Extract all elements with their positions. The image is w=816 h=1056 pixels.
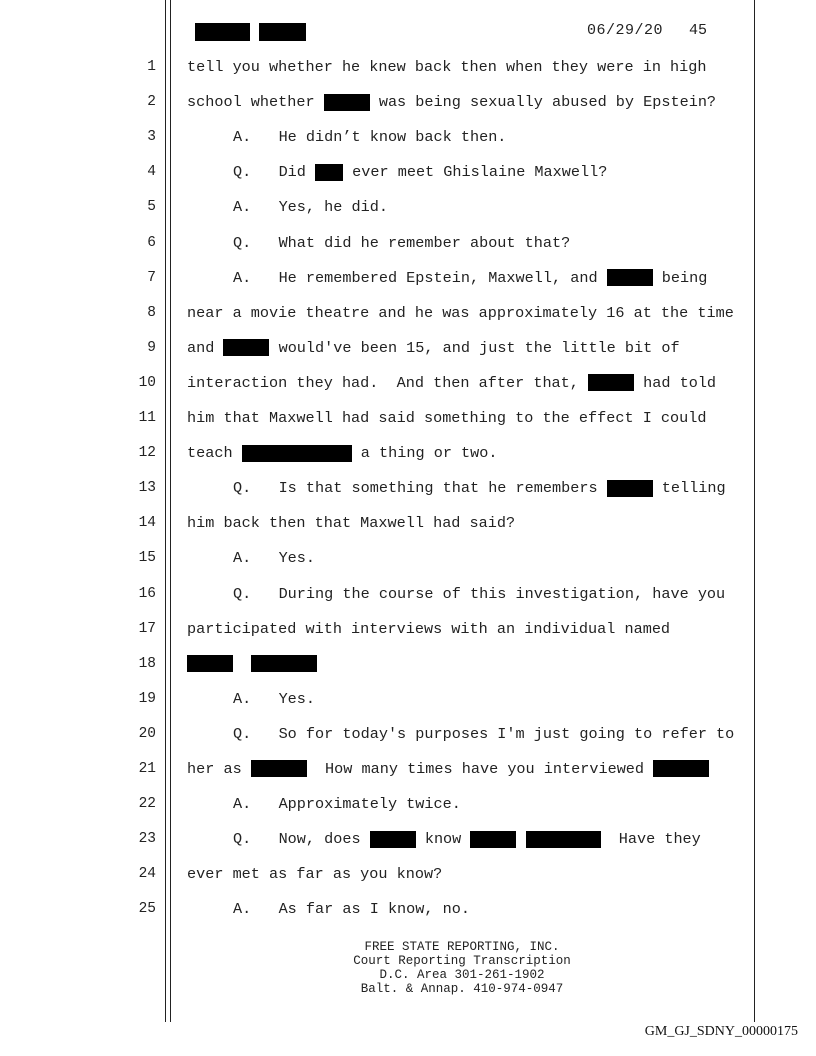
text-segment: participated with interviews with an individual named — [187, 619, 671, 638]
footer-company: FREE STATE REPORTING, INC. — [364, 940, 560, 954]
text-segment: would've been 15, and just the little bit of — [269, 338, 680, 357]
transcript-line — [0, 92, 816, 127]
line-text — [187, 303, 757, 323]
transcript-line — [0, 654, 816, 689]
line-number: 9 — [147, 339, 156, 356]
transcript-line — [0, 127, 816, 162]
transcript-line — [0, 162, 816, 197]
redaction-block — [324, 94, 370, 111]
redaction-block — [470, 831, 516, 848]
transcript-line — [0, 584, 816, 619]
line-text — [187, 584, 757, 604]
line-number: 8 — [147, 304, 156, 321]
line-text — [187, 759, 757, 779]
text-segment: Q. Is that something that he remembers — [233, 479, 607, 498]
line-number: 21 — [138, 761, 156, 777]
text-segment: Q. Now, does — [233, 830, 370, 849]
line-text — [187, 233, 757, 253]
redaction-block — [259, 23, 306, 41]
line-text — [187, 338, 757, 358]
line-text — [187, 373, 757, 393]
footer-dc-phone: D.C. Area 301-261-1902 — [379, 968, 545, 982]
line-text — [187, 57, 757, 77]
transcript-line — [0, 689, 816, 724]
line-text — [187, 794, 757, 814]
line-number: 6 — [147, 234, 156, 251]
transcript-line — [0, 759, 816, 794]
transcript-line — [0, 443, 816, 478]
redaction-block — [370, 831, 416, 848]
page-header — [195, 22, 715, 42]
line-text — [187, 162, 757, 182]
transcript-line — [0, 513, 816, 548]
text-segment: ever met as far as you know? — [187, 865, 443, 884]
line-text — [187, 92, 757, 112]
text-segment: Q. Did — [233, 163, 316, 182]
line-number: 12 — [138, 445, 156, 462]
transcript-line — [0, 864, 816, 899]
text-segment: How many times have you interviewed — [306, 760, 654, 778]
line-text — [187, 127, 757, 147]
redaction-block — [588, 374, 634, 391]
line-text — [187, 899, 757, 919]
text-segment: and — [187, 338, 224, 357]
text-segment: A. Approximately twice. — [233, 795, 461, 814]
line-number: 14 — [138, 515, 156, 532]
line-number: 20 — [138, 725, 156, 742]
line-number: 1 — [147, 59, 156, 75]
redaction-block — [242, 445, 352, 462]
transcript-line — [0, 373, 816, 408]
line-number: 16 — [138, 585, 156, 602]
text-segment: had told — [634, 373, 717, 392]
line-number: 19 — [138, 690, 156, 707]
transcript-line — [0, 338, 816, 373]
line-number: 15 — [138, 550, 156, 567]
line-number: 4 — [147, 164, 156, 181]
text-segment: telling — [652, 479, 726, 498]
text-segment: near a movie theatre and he was approximately 16 at the time — [187, 303, 734, 322]
text-segment: A. He didn’t know back then. — [233, 128, 507, 147]
line-number: 18 — [138, 655, 156, 672]
footer-service: Court Reporting Transcription — [353, 954, 571, 968]
line-number: 3 — [147, 129, 156, 146]
transcript-line — [0, 548, 816, 583]
text-segment: her as — [187, 760, 251, 778]
text-segment: teach — [187, 444, 242, 463]
line-text — [187, 443, 757, 463]
transcript-line — [0, 794, 816, 829]
line-number: 11 — [138, 410, 156, 426]
redaction-block — [526, 831, 601, 848]
redaction-block — [607, 480, 653, 497]
text-segment: ever meet Ghislaine Maxwell? — [343, 163, 608, 182]
text-segment: Have they — [600, 830, 701, 849]
text-segment: him back then that Maxwell had said? — [187, 514, 516, 533]
line-text — [187, 478, 757, 498]
text-segment: A. Yes. — [233, 689, 316, 708]
line-text — [187, 197, 757, 217]
text-segment: Q. So for today's purposes I'm just going to refer to — [233, 724, 735, 743]
text-segment: A. Yes. — [233, 549, 316, 568]
transcript-line — [0, 408, 816, 443]
header-date: 06/29/20 — [587, 22, 664, 39]
text-segment: A. As far as I know, no. — [233, 900, 470, 919]
line-number: 25 — [138, 901, 156, 918]
redaction-block — [653, 760, 709, 777]
transcript-line — [0, 57, 816, 92]
text-segment: tell you whether he knew back then when they were in high — [187, 58, 707, 76]
line-number: 24 — [138, 866, 156, 883]
header-page-number: 45 — [689, 22, 708, 39]
reporter-footer — [262, 940, 662, 996]
line-text — [187, 408, 757, 428]
text-segment: know — [415, 830, 471, 849]
line-number: 13 — [138, 480, 156, 497]
transcript-line — [0, 724, 816, 759]
transcript-line — [0, 829, 816, 864]
line-text — [187, 548, 757, 568]
line-text — [187, 654, 757, 674]
line-text — [187, 864, 757, 884]
redaction-block — [251, 760, 307, 777]
redaction-block — [187, 655, 233, 672]
text-segment: school whether — [187, 93, 324, 112]
bates-number: GM_GJ_SDNY_00000175 — [644, 1024, 798, 1039]
redaction-block — [607, 269, 653, 286]
transcript-line — [0, 233, 816, 268]
redaction-block — [315, 164, 343, 181]
transcript-line — [0, 478, 816, 513]
line-text — [187, 689, 757, 709]
text-segment: interaction they had. And then after that, — [187, 373, 589, 392]
line-number: 7 — [147, 269, 156, 286]
line-text — [187, 829, 757, 849]
line-number: 17 — [138, 620, 156, 637]
redaction-block — [223, 339, 269, 356]
line-number: 22 — [138, 796, 156, 813]
transcript-line — [0, 197, 816, 232]
text-segment: a thing or two. — [351, 444, 498, 463]
line-number: 23 — [138, 831, 156, 848]
line-number: 10 — [138, 374, 156, 391]
line-text — [187, 619, 757, 639]
redaction-block — [195, 23, 250, 41]
text-segment: A. Yes, he did. — [233, 198, 388, 217]
transcript-line — [0, 268, 816, 303]
text-segment: Q. What did he remember about that? — [233, 233, 571, 252]
redaction-block — [251, 655, 317, 672]
transcript-line — [0, 619, 816, 654]
text-segment: Q. During the course of this investigation, have you — [233, 584, 726, 603]
text-segment: A. He remembered Epstein, Maxwell, and — [233, 268, 607, 287]
text-segment — [233, 655, 251, 673]
text-segment: being — [652, 268, 708, 287]
transcript-line — [0, 303, 816, 338]
line-text — [187, 513, 757, 533]
line-text — [187, 268, 757, 288]
transcript-line — [0, 899, 816, 934]
line-number: 2 — [147, 94, 156, 111]
footer-balt-phone: Balt. & Annap. 410-974-0947 — [360, 982, 564, 996]
text-segment: him that Maxwell had said something to the effect I could — [187, 409, 707, 427]
line-number: 5 — [147, 199, 156, 216]
text-segment — [516, 830, 525, 848]
line-text — [187, 724, 757, 744]
text-segment: was being sexually abused by Epstein? — [369, 93, 717, 112]
